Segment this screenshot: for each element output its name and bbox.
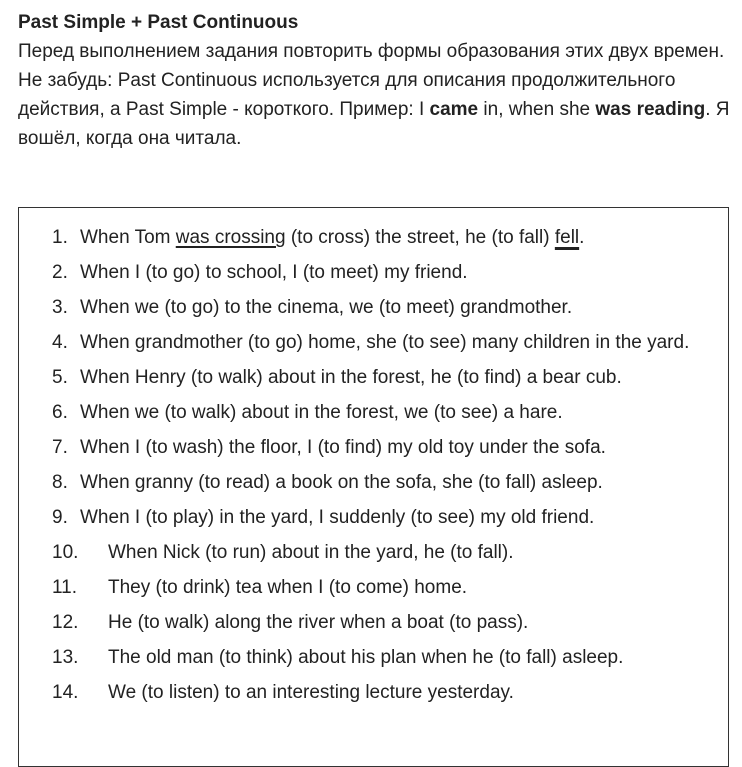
exercise-item-13	[19, 640, 730, 675]
page-title: Past Simple + Past Continuous	[18, 12, 299, 33]
item-text-part: When Tom	[80, 227, 176, 248]
exercise-item-3	[19, 290, 730, 325]
item-text: We (to listen) to an interesting lecture yesterday.	[108, 682, 514, 703]
exercise-item-9	[19, 500, 730, 535]
item-number: 12.	[52, 612, 79, 633]
item-number: 6.	[52, 402, 68, 423]
item-text: When I (to play) in the yard, I suddenly (to see) my old friend.	[80, 507, 595, 528]
item-text: They (to drink) tea when I (to come) home.	[108, 577, 468, 598]
exercise-item-14	[19, 675, 730, 710]
example-was-reading: was reading	[595, 99, 706, 120]
item-text: When I (to go) to school, I (to meet) my friend.	[80, 262, 468, 283]
item-number: 10.	[52, 542, 79, 563]
item-number: 2.	[52, 262, 68, 283]
item-text: When we (to walk) about in the forest, we (to see) a hare.	[80, 402, 563, 423]
item-text-part: .	[579, 227, 585, 248]
item-number: 9.	[52, 507, 68, 528]
item-number: 5.	[52, 367, 68, 388]
item-text: When we (to go) to the cinema, we (to meet) grandmother.	[80, 297, 573, 318]
item-number: 14.	[52, 682, 79, 703]
answer-was-crossing: was crossing	[175, 227, 286, 248]
grammar-note	[18, 66, 730, 153]
note-prefix: Не забудь: Past Continuous используется для описания продолжительного действия, а Past Simple - короткого. Пример: I	[18, 70, 676, 120]
exercise-item-5	[19, 360, 730, 395]
item-number: 11.	[52, 577, 78, 598]
instructions-header	[18, 8, 730, 153]
note-mid: in, when she	[478, 99, 596, 120]
item-number: 7.	[52, 437, 68, 458]
exercise-box	[18, 207, 729, 767]
item-text: The old man (to think) about his plan when he (to fall) asleep.	[108, 647, 624, 668]
exercise-item-11	[19, 570, 730, 605]
instruction-text: Перед выполнением задания повторить формы образования этих двух времен.	[18, 41, 725, 62]
example-came: came	[429, 99, 479, 120]
exercise-item-2	[19, 255, 730, 290]
item-number: 3.	[52, 297, 68, 318]
item-text: When I (to wash) the floor, I (to find) my old toy under the sofa.	[80, 437, 606, 458]
exercise-item-8	[19, 465, 730, 500]
exercise-item-4	[19, 325, 730, 360]
item-text: When Nick (to run) about in the yard, he (to fall).	[108, 542, 514, 563]
exercise-item-7	[19, 430, 730, 465]
item-number: 13.	[52, 647, 79, 668]
item-text: When grandmother (to go) home, she (to see) many children in the yard.	[80, 332, 690, 353]
note-suffix: . Я вошёл, когда она читала.	[18, 99, 730, 149]
item-text: When Henry (to walk) about in the forest, he (to find) a bear cub.	[80, 367, 622, 388]
exercise-item-1	[19, 220, 730, 255]
item-number: 8.	[52, 472, 68, 493]
item-text: He (to walk) along the river when a boat (to pass).	[108, 612, 529, 633]
item-text-part: (to cross) the street, he (to fall)	[285, 227, 555, 248]
exercise-item-10	[19, 535, 730, 570]
exercise-item-12	[19, 605, 730, 640]
exercise-list	[19, 220, 730, 710]
item-number: 4.	[52, 332, 68, 353]
answer-fell: fell	[554, 227, 580, 248]
item-number: 1.	[52, 227, 68, 248]
item-text: When granny (to read) a book on the sofa, she (to fall) asleep.	[80, 472, 603, 493]
exercise-item-6	[19, 395, 730, 430]
